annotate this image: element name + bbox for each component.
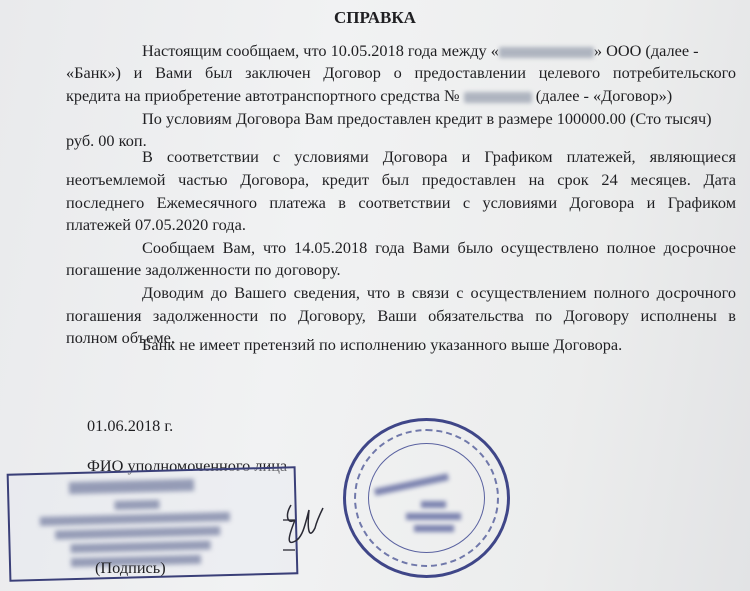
redacted-contract-number: [464, 92, 532, 103]
paragraph-line: погашение задолженности по договору.: [66, 260, 341, 279]
handwritten-signature: [283, 500, 328, 555]
document-date: 01.06.2018 г.: [87, 416, 174, 435]
paragraph-line: руб. 00 коп.: [66, 131, 147, 150]
paragraph-line: Настоящим сообщаем, что 10.05.2018 года между « » ООО (далее -: [142, 41, 699, 60]
signatory-label: ФИО уполномоченного лица: [87, 456, 288, 475]
signature-caption: (Подпись): [95, 558, 166, 577]
closing-statement: Банк не имеет претензий по исполнению указанного выше Договора.: [142, 335, 623, 354]
paragraph-line: последнего Ежемесячного платежа в соответствии с условиями Договора и Графиком: [66, 193, 736, 212]
official-seal: [343, 418, 510, 578]
paragraph-line: полном объеме.: [66, 328, 175, 347]
document-title: СПРАВКА: [334, 8, 416, 27]
paragraph-line: Доводим до Вашего сведения, что в связи с осуществлением полного досрочного: [142, 283, 736, 302]
paragraph-line: погашения задолженности по Договору, Ваши обязательства по Договору исполнены в: [66, 306, 736, 325]
redacted-bank-name: [499, 47, 594, 58]
paragraph-line: платежей 07.05.2020 года.: [66, 215, 246, 234]
paragraph-line: По условиям Договора Вам предоставлен кредит в размере 100000.00 (Сто тысяч): [142, 109, 712, 128]
paragraph-line: В соответствии с условиями Договора и Графиком платежей, являющиеся: [142, 147, 736, 166]
paragraph-line: Сообщаем Вам, что 14.05.2018 года Вами было осуществлено полное досрочное: [142, 238, 736, 257]
paragraph-line: «Банк») и Вами был заключен Договор о предоставлении целевого потребительского: [66, 63, 736, 82]
paragraph-line: кредита на приобретение автотранспортного средства № (далее - «Договор»): [66, 86, 673, 105]
paragraph-line: неотъемлемой частью Договора, кредит был предоставлен на срок 24 месяцев. Дата: [66, 170, 736, 189]
